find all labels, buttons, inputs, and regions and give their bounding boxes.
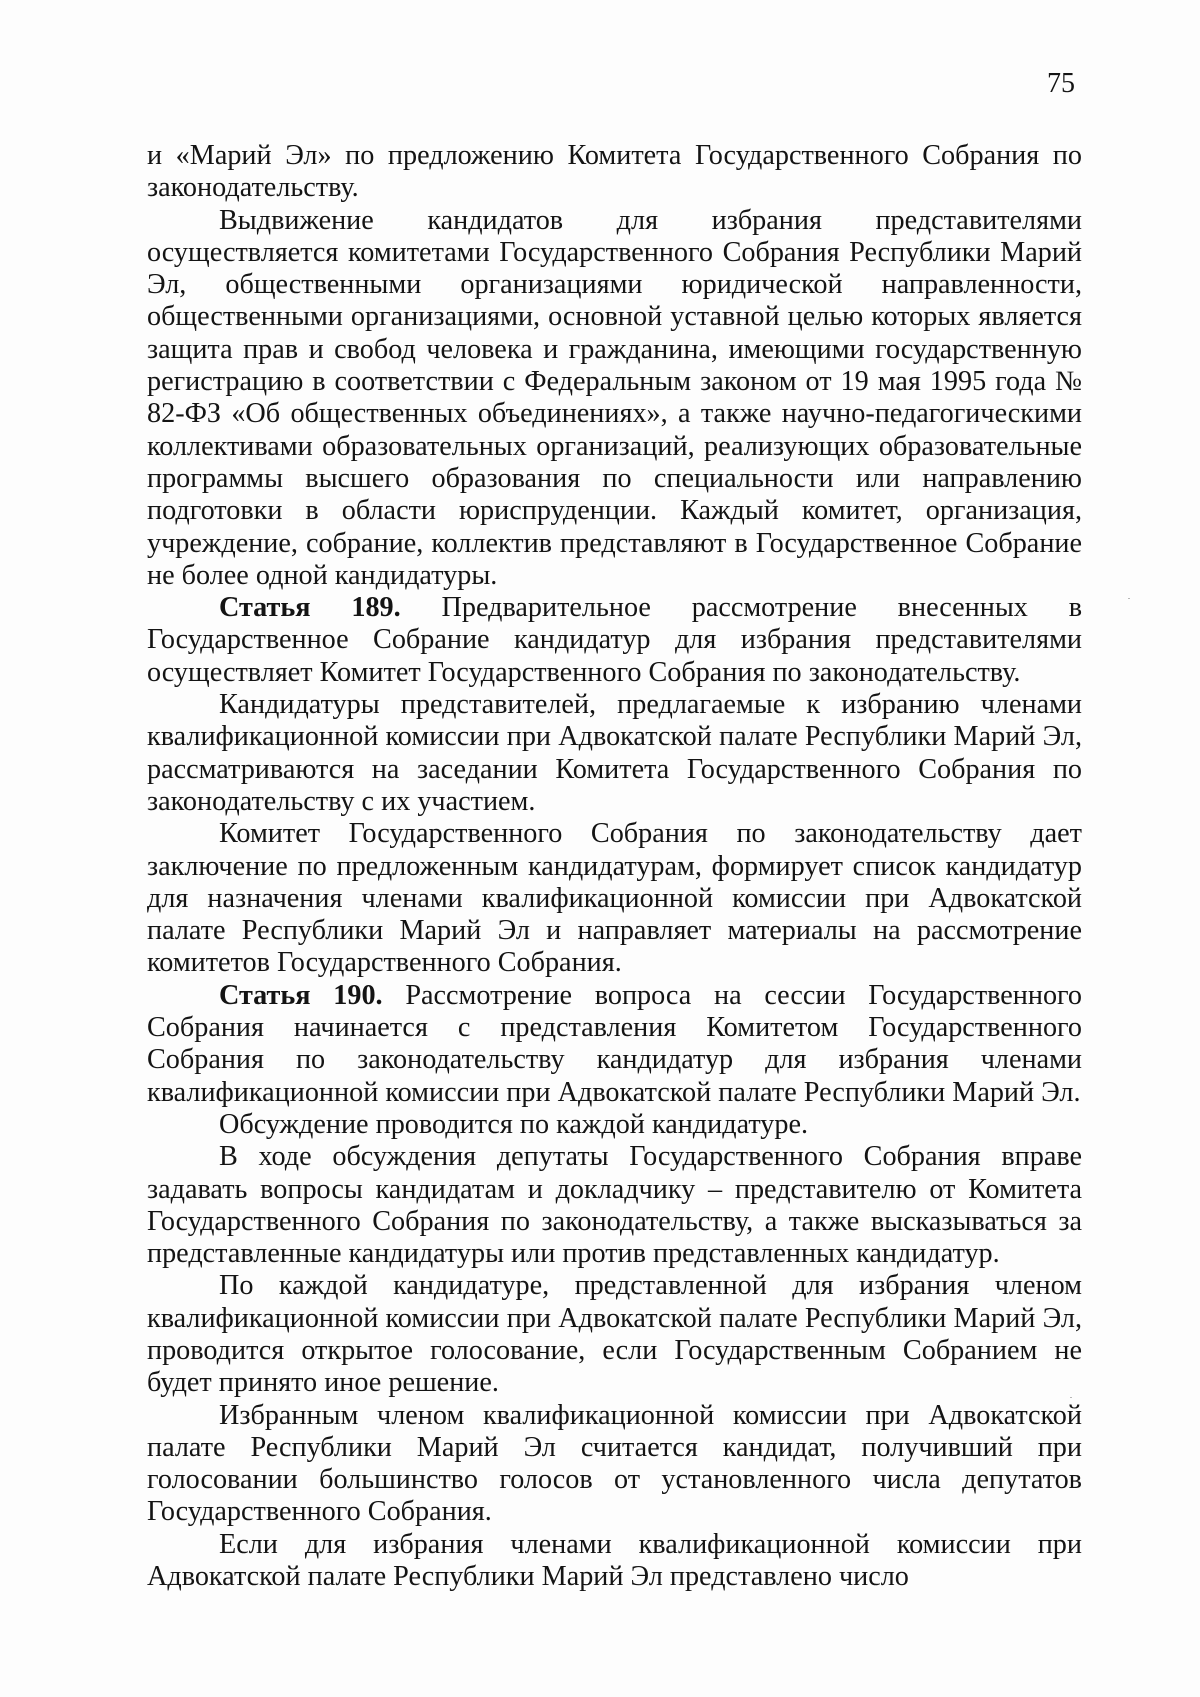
page-number: 75: [1047, 68, 1075, 99]
paragraph-text: Комитет Государственного Собрания по законодательству дает заключение по предложенным кандидатурам, формирует список кандидатур для назначения членами квалификационной комиссии при Адвокатской палате Республики Марий Эл и направляет материалы на рассмотрение комитетов Государственного Собрания.: [147, 818, 1082, 979]
paragraph: [147, 205, 1082, 593]
paragraph-text: Кандидатуры представителей, предлагаемые к избранию членами квалификационной комиссии при Адвокатской палате Республики Марий Эл, рассматриваются на заседании Комитета Государственного Собрания по законодательству с их участием.: [147, 689, 1082, 817]
paragraph: [147, 1529, 1082, 1594]
article-paragraph: [147, 592, 1082, 689]
paragraph-text: и «Марий Эл» по предложению Комитета Государственного Собрания по законодательству.: [147, 140, 1082, 204]
scan-speck: [1070, 1397, 1072, 1398]
paragraph-text: Если для избрания членами квалификационной комиссии при Адвокатской палате Республики Марий Эл представлено число: [147, 1528, 1082, 1593]
paragraph-text: Избранным членом квалификационной комиссии при Адвокатской палате Республики Марий Эл считается кандидат, получивший при голосовании большинство голосов от установленного числа депутатов Государственного Собрания.: [147, 1399, 1082, 1528]
paragraph: [147, 818, 1082, 979]
scan-speck: [1128, 598, 1130, 599]
article-heading: Статья 190.: [219, 979, 383, 1011]
paragraph: [147, 689, 1082, 818]
paragraph-text: Рассмотрение вопроса на сессии Государственного Собрания начинается с представления Комитетом Государственного Собрания по законодательству кандидатур для избрания членами квалификационной комиссии при Адвокатской палате Республики Марий Эл.: [147, 979, 1083, 1108]
paragraph: [147, 1270, 1082, 1399]
paragraph-text: По каждой кандидатуре, представленной для избрания членом квалификационной комиссии при Адвокатской палате Республики Марий Эл, проводится открытое голосование, если Государственным Собранием не будет принято иное решение.: [147, 1270, 1082, 1399]
paragraph: [147, 1141, 1082, 1270]
paragraph-text: В ходе обсуждения депутаты Государственного Собрания вправе задавать вопросы кандидатам и докладчику – представителю от Комитета Государственного Собрания по законодательству, а также высказываться за представленные кандидатуры или против представленных кандидатур.: [147, 1141, 1082, 1270]
article-paragraph: [147, 980, 1082, 1109]
paragraph: [147, 1109, 1082, 1141]
article-heading: Статья 189.: [219, 592, 401, 624]
paragraph-text: Обсуждение проводится по каждой кандидатуре.: [219, 1108, 809, 1140]
paragraph-text: Предварительное рассмотрение внесенных в Государственное Собрание кандидатур для избрания представителями осуществляет Комитет Государственного Собрания по законодательству.: [147, 592, 1082, 688]
document-body: [147, 140, 1082, 1593]
paragraph-text: Выдвижение кандидатов для избрания представителями осуществляется комитетами Государственного Собрания Республики Марий Эл, общественными организациями юридической направленности, общественными организациями, основной уставной целью которых является защита прав и свобод человека и гражданина, имеющими государственную регистрацию в соответствии с Федеральным законом от 19 мая 1995 года № 82-ФЗ «Об общественных объединениях», а также научно-педагогическими коллективами образовательных организаций, реализующих образовательные программы высшего образования по специальности или направлению подготовки в области юриспруденции. Каждый комитет, организация, учреждение, собрание, коллектив представляют в Государственное Собрание не более одной кандидатуры.: [147, 204, 1082, 591]
paragraph: [147, 140, 1082, 205]
paragraph: [147, 1400, 1082, 1529]
